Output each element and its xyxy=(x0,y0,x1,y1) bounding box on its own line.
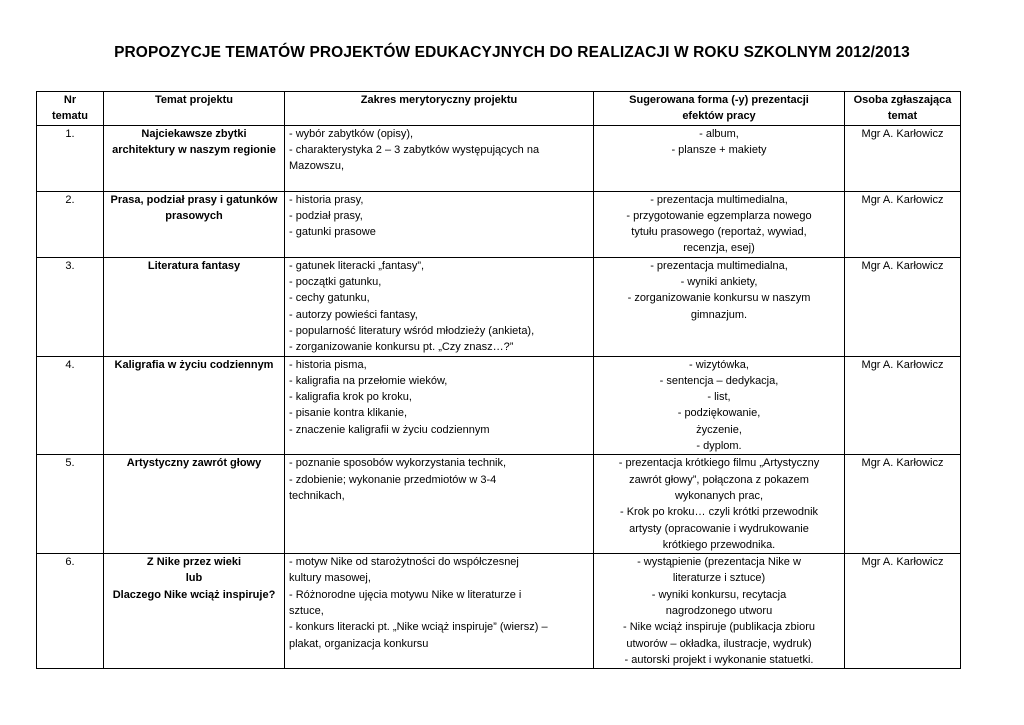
cell-line: Literatura fantasy xyxy=(147,259,241,272)
cell-line: technikach, xyxy=(289,489,345,502)
cell-nr: 3. xyxy=(37,257,104,356)
cell-line: - konkurs literacki pt. „Nike wciąż inspiruje” (wiersz) – xyxy=(289,621,548,634)
cell-forma xyxy=(594,191,845,257)
cell-line: - motyw Nike od starożytności do współczesnej xyxy=(289,556,519,569)
cell-line: - prezentacja multimedialna, xyxy=(650,193,788,206)
cell-line: plakat, organizacja konkursu xyxy=(289,637,429,650)
cell-line: - podziękowanie, xyxy=(677,407,761,420)
cell-line: - cechy gatunku, xyxy=(289,292,370,305)
cell-zakres xyxy=(285,125,594,191)
cell-zakres xyxy=(285,191,594,257)
cell-line: Osoba zgłaszająca xyxy=(853,94,952,106)
cell-line: - kaligrafia na przełomie wieków, xyxy=(289,374,448,387)
cell-line: Kaligrafia w życiu codziennym xyxy=(114,358,274,371)
header-osoba xyxy=(845,92,961,126)
cell-line: wykonanych prac, xyxy=(674,489,764,502)
cell-line: - pisanie kontra klikanie, xyxy=(289,407,408,420)
table-row xyxy=(37,455,961,554)
cell-line: - Różnorodne ujęcia motywu Nike w literaturze i xyxy=(289,588,522,601)
cell-line: Mazowszu, xyxy=(289,160,345,173)
cell-line: Artystyczny zawrót głowy xyxy=(126,457,262,470)
cell-line: - poznanie sposobów wykorzystania technik, xyxy=(289,457,507,470)
cell-line: sztuce, xyxy=(289,605,324,618)
cell-line: Sugerowana forma (-y) prezentacji xyxy=(629,94,809,106)
cell-line: - prezentacja krótkiego filmu „Artystyczny xyxy=(618,457,820,470)
cell-line: prasowych xyxy=(165,209,223,222)
cell-line: tytułu prasowego (reportaż, wywiad, xyxy=(631,226,807,239)
cell-forma xyxy=(594,356,845,455)
cell-line: - zorganizowanie konkursu pt. „Czy znasz…?” xyxy=(289,341,514,354)
cell-line: Z Nike przez wieki xyxy=(146,556,242,569)
cell-line: - sentencja – dedykacja, xyxy=(659,374,779,387)
cell-line: gimnazjum. xyxy=(690,308,748,321)
table-header-row xyxy=(37,92,961,126)
cell-line: - plansze + makiety xyxy=(671,143,767,156)
cell-line: - charakterystyka 2 – 3 zabytków występujących na xyxy=(289,143,540,156)
cell-line: utworów – okładka, ilustracje, wydruk) xyxy=(626,637,812,650)
cell-line: - wystąpienie (prezentacja Nike w xyxy=(637,556,801,569)
cell-line: - autorzy powieści fantasy, xyxy=(289,308,418,321)
table-row xyxy=(37,191,961,257)
cell-line: - początki gatunku, xyxy=(289,276,382,289)
cell-nr: 4. xyxy=(37,356,104,455)
cell-line: krótkiego przewodnika. xyxy=(662,538,776,551)
cell-line: - wybór zabytków (opisy), xyxy=(289,127,414,140)
cell-zakres xyxy=(285,554,594,669)
cell-line: - zorganizowanie konkursu w naszym xyxy=(627,292,811,305)
cell-zakres xyxy=(285,257,594,356)
cell-nr: 6. xyxy=(37,554,104,669)
cell-temat xyxy=(104,554,285,669)
table-row xyxy=(37,356,961,455)
cell-line: Najciekawsze zbytki xyxy=(141,127,247,140)
cell-line: recenzja, esej) xyxy=(683,242,755,255)
cell-line: - zdobienie; wykonanie przedmiotów w 3-4 xyxy=(289,473,497,486)
cell-line: Temat projektu xyxy=(154,94,234,106)
cell-line: - znaczenie kaligrafii w życiu codziennym xyxy=(289,423,490,436)
projects-table xyxy=(36,91,961,669)
header-forma xyxy=(594,92,845,126)
cell-line: - dyplom. xyxy=(696,440,742,453)
cell-line: - kaligrafia krok po kroku, xyxy=(289,391,412,404)
header-zakres xyxy=(285,92,594,126)
cell-forma xyxy=(594,257,845,356)
cell-line: lub xyxy=(185,572,203,585)
cell-line: - Krok po kroku… czyli krótki przewodnik xyxy=(619,506,819,519)
cell-line: architektury w naszym regionie xyxy=(112,143,276,156)
cell-nr: 1. xyxy=(37,125,104,191)
cell-line: - gatunki prasowe xyxy=(289,226,376,239)
cell-line: nagrodzonego utworu xyxy=(665,605,773,618)
cell-line: efektów pracy xyxy=(682,110,756,123)
cell-temat xyxy=(104,257,285,356)
cell-line: - autorski projekt i wykonanie statuetki. xyxy=(624,653,814,666)
cell-line: kultury masowej, xyxy=(289,572,371,585)
table-row xyxy=(37,554,961,669)
cell-line: - podział prasy, xyxy=(289,209,363,222)
cell-osoba: Mgr A. Karłowicz xyxy=(845,455,961,554)
cell-line: - historia pisma, xyxy=(289,358,367,371)
cell-osoba: Mgr A. Karłowicz xyxy=(845,356,961,455)
cell-line: zawrót głowy”, połączona z pokazem xyxy=(629,473,809,486)
cell-nr: 5. xyxy=(37,455,104,554)
cell-line: - wyniki ankiety, xyxy=(680,276,758,289)
cell-temat xyxy=(104,125,285,191)
header-nr xyxy=(37,92,104,126)
cell-forma xyxy=(594,455,845,554)
cell-line: - prezentacja multimedialna, xyxy=(650,259,788,272)
cell-line: - gatunek literacki „fantasy”, xyxy=(289,259,425,272)
cell-line: Dlaczego Nike wciąż inspiruje? xyxy=(112,588,276,601)
cell-temat xyxy=(104,455,285,554)
header-temat xyxy=(104,92,285,126)
cell-forma xyxy=(594,125,845,191)
table-row xyxy=(37,257,961,356)
cell-forma xyxy=(594,554,845,669)
cell-line: - album, xyxy=(699,127,739,140)
cell-osoba: Mgr A. Karłowicz xyxy=(845,554,961,669)
cell-line: temat xyxy=(887,110,918,123)
cell-line: Nr xyxy=(63,94,77,106)
cell-line: artysty (opracowanie i wydrukowanie xyxy=(629,522,809,535)
cell-line: literaturze i sztuce) xyxy=(672,572,766,585)
cell-line: - przygotowanie egzemplarza nowego xyxy=(626,209,812,222)
cell-zakres xyxy=(285,455,594,554)
cell-zakres xyxy=(285,356,594,455)
document-title: PROPOZYCJE TEMATÓW PROJEKTÓW EDUKACYJNYCH DO REALIZACJI W ROKU SZKOLNYM 2012/2013 xyxy=(114,44,910,61)
cell-line: - popularność literatury wśród młodzieży (ankieta), xyxy=(289,324,535,337)
cell-line: - list, xyxy=(707,391,731,404)
table-row xyxy=(37,125,961,191)
cell-line: - wizytówka, xyxy=(689,358,749,371)
cell-line: życzenie, xyxy=(696,423,742,436)
cell-osoba: Mgr A. Karłowicz xyxy=(845,191,961,257)
cell-line: - historia prasy, xyxy=(289,193,364,206)
cell-line: Zakres merytoryczny projektu xyxy=(360,94,518,106)
cell-nr: 2. xyxy=(37,191,104,257)
cell-temat xyxy=(104,191,285,257)
cell-line: - Nike wciąż inspiruje (publikacja zbioru xyxy=(623,621,815,634)
cell-osoba: Mgr A. Karłowicz xyxy=(845,257,961,356)
cell-temat xyxy=(104,356,285,455)
cell-line: tematu xyxy=(51,110,89,123)
cell-osoba: Mgr A. Karłowicz xyxy=(845,125,961,191)
cell-line: Prasa, podział prasy i gatunków xyxy=(110,193,278,206)
cell-line: - wyniki konkursu, recytacja xyxy=(651,588,787,601)
